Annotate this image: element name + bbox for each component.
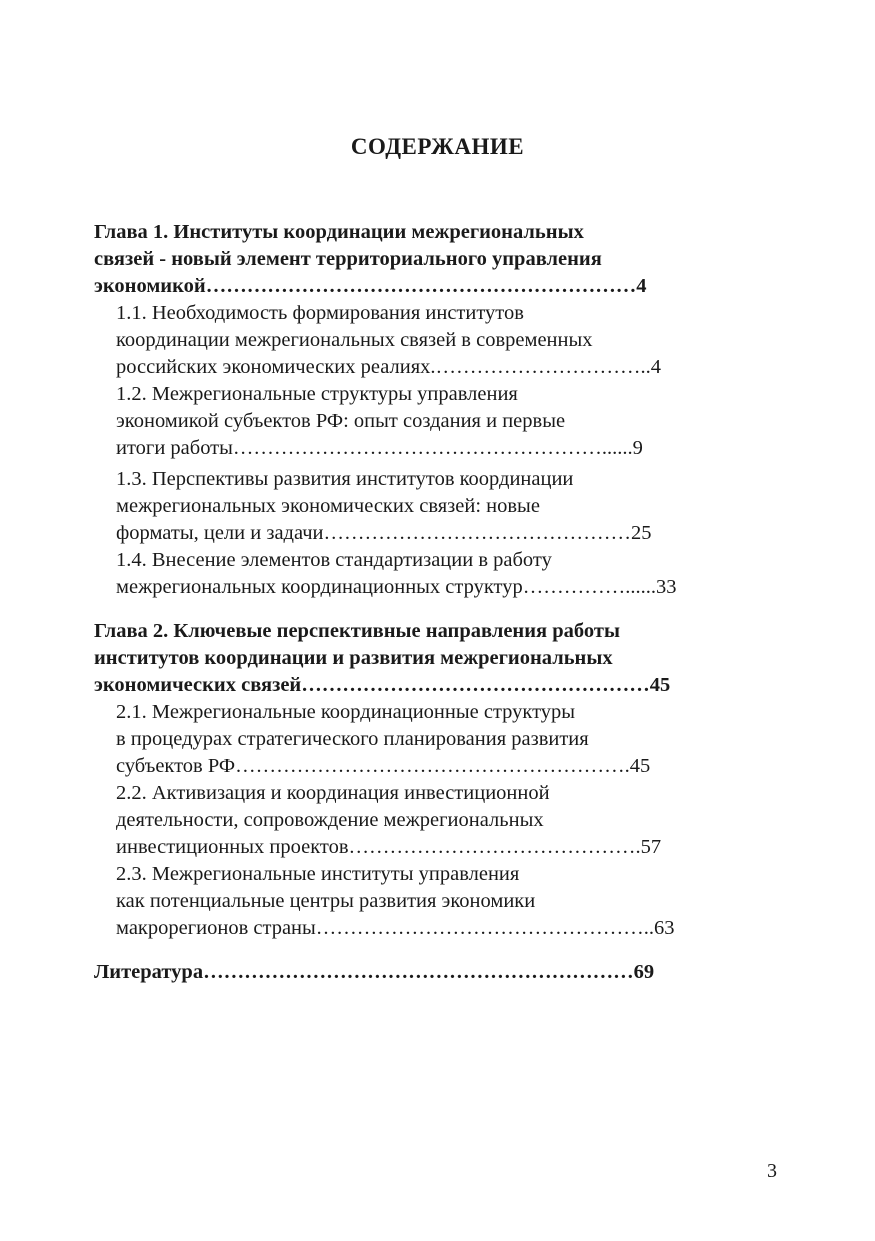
toc-section-1-3-line-2: межрегиональных экономических связей: новые xyxy=(116,495,540,517)
toc-section-1-2-line-3: итоги работы………………………………………………......9 xyxy=(116,437,643,459)
toc-section-1-3-line-3: форматы, цели и задачи………………………………………25 xyxy=(116,522,652,544)
page-title: СОДЕРЖАНИЕ xyxy=(350,134,525,159)
toc-section-2-1-line-1: 2.1. Межрегиональные координационные структуры xyxy=(116,701,576,723)
toc-section-2-3-line-1: 2.3. Межрегиональные институты управления xyxy=(116,863,520,885)
toc-chapter-1-line-1: Глава 1. Институты координации межрегиональных xyxy=(94,221,584,243)
toc-section-2-2-line-3: инвестиционных проектов…………………………………….57 xyxy=(116,836,662,858)
toc-literature: Литература………………………………………………………69 xyxy=(94,961,655,983)
toc-section-1-1-line-2: координации межрегиональных связей в современных xyxy=(116,329,593,351)
toc-section-1-3-line-1: 1.3. Перспективы развития институтов координации xyxy=(116,468,574,490)
toc-section-1-1-line-1: 1.1. Необходимость формирования институтов xyxy=(116,302,524,324)
toc-section-1-2-line-2: экономикой субъектов РФ: опыт создания и первые xyxy=(116,410,566,432)
toc-section-1-4-line-2: межрегиональных координационных структур……………......33 xyxy=(116,576,677,598)
toc-section-2-2-line-2: деятельности, сопровождение межрегиональных xyxy=(116,809,544,831)
toc-chapter-2-line-3: экономических связей……………………………………………45 xyxy=(94,674,671,696)
toc-section-2-3-line-2: как потенциальные центры развития экономики xyxy=(116,890,536,912)
toc-chapter-2-line-2: институтов координации и развития межрегиональных xyxy=(94,647,613,669)
toc-section-1-4-line-1: 1.4. Внесение элементов стандартизации в работу xyxy=(116,549,552,571)
toc-chapter-1-line-2: связей - новый элемент территориального управления xyxy=(94,248,602,270)
toc-section-2-3-line-3: макрорегионов страны…………………………………………..63 xyxy=(116,917,675,939)
toc-section-2-1-line-2: в процедурах стратегического планирования развития xyxy=(116,728,589,750)
toc-section-1-2-line-1: 1.2. Межрегиональные структуры управления xyxy=(116,383,518,405)
toc-section-2-2-line-1: 2.2. Активизация и координация инвестиционной xyxy=(116,782,550,804)
toc-chapter-2-line-1: Глава 2. Ключевые перспективные направления работы xyxy=(94,620,620,642)
toc-section-2-1-line-3: субъектов РФ………………………………………………….45 xyxy=(116,755,651,777)
toc-section-1-1-line-3: российских экономических реалиях.…………………………..4 xyxy=(116,356,662,378)
toc-chapter-1-line-3: экономикой………………………………………………………4 xyxy=(94,275,647,297)
page-number: 3 xyxy=(767,1160,777,1182)
